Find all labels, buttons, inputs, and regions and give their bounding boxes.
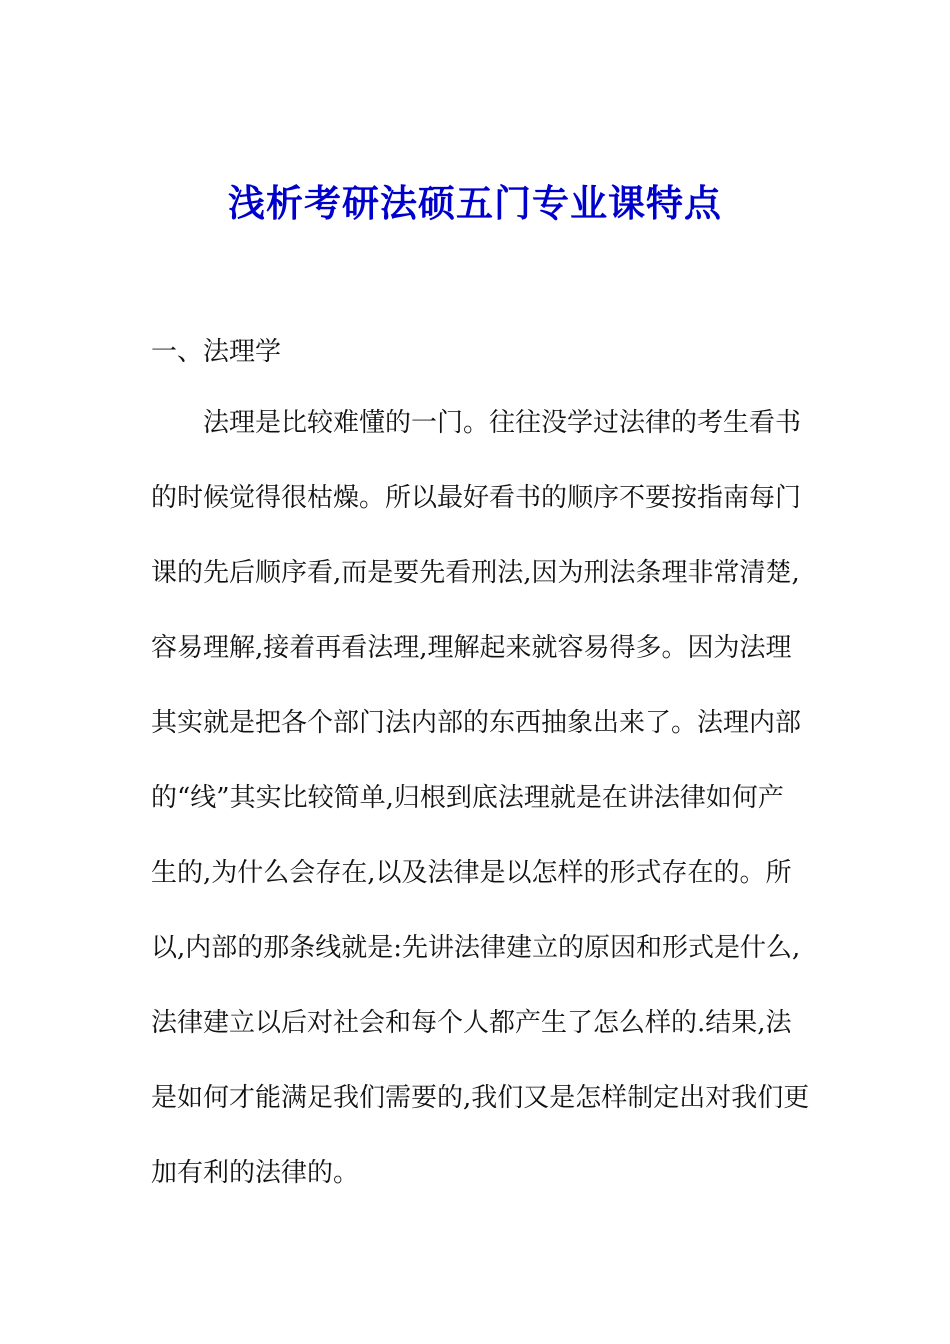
- paragraph-line: 其实就是把各个部门法内部的东西抽象出来了。法理内部: [151, 708, 802, 738]
- paragraph-line: 生的,为什么会存在,以及法律是以怎样的形式存在的。所: [151, 858, 792, 888]
- section-heading: 一、法理学: [151, 337, 282, 367]
- document-title: 浅析考研法硕五门专业课特点: [228, 181, 722, 225]
- paragraph-line: 法理是比较难懂的一门。往往没学过法律的考生看书: [203, 408, 802, 438]
- paragraph-line: 的“线”其实比较简单,归根到底法理就是在讲法律如何产: [151, 783, 784, 813]
- paragraph-line: 是如何才能满足我们需要的,我们又是怎样制定出对我们更: [151, 1083, 810, 1113]
- paragraph-line: 法律建立以后对社会和每个人都产生了怎么样的.结果,法: [151, 1008, 792, 1038]
- paragraph-line: 课的先后顺序看,而是要先看刑法,因为刑法条理非常清楚,: [151, 558, 800, 588]
- paragraph-line: 以,内部的那条线就是:先讲法律建立的原因和形式是什么,: [151, 933, 801, 963]
- paragraph-line: 的时候觉得很枯燥。所以最好看书的顺序不要按指南每门: [151, 483, 802, 513]
- paragraph-line: 加有利的法律的。: [151, 1158, 360, 1188]
- paragraph-line: 容易理解,接着再看法理,理解起来就容易得多。因为法理: [151, 633, 792, 663]
- section-body: [151, 405, 811, 1230]
